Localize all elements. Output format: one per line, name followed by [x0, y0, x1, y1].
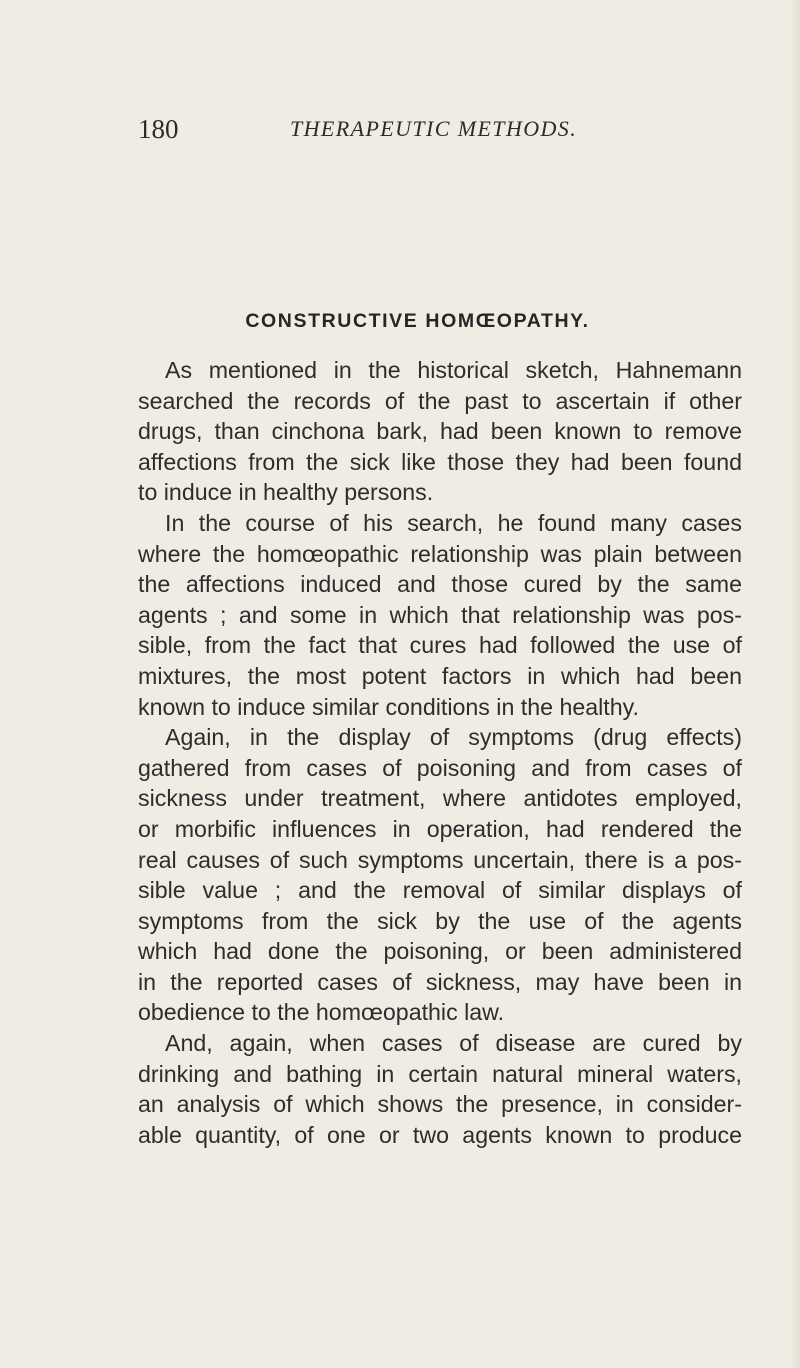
paragraph-1 [138, 355, 742, 508]
body-text [138, 355, 742, 1150]
paragraph-4 [138, 1028, 742, 1150]
text-line: an analysis of which shows the presence, in consider- [138, 1091, 742, 1118]
running-title: THERAPEUTIC METHODS. [290, 116, 578, 141]
text-line: known to induce similar conditions in the healthy. [138, 693, 639, 720]
text-line: obedience to the homœopathic law. [138, 999, 505, 1026]
text-line: where the homœopathic relationship was plain between [138, 540, 742, 567]
text-line: mixtures, the most potent factors in which had been [138, 662, 742, 689]
text-line: symptoms from the sick by the use of the agents [138, 907, 742, 934]
text-line: gathered from cases of poisoning and from cases of [138, 754, 742, 781]
text-line: able quantity, of one or two agents known to produce [138, 1121, 742, 1148]
text-line: searched the records of the past to ascertain if other [138, 387, 742, 414]
text-line: drugs, than cinchona bark, had been known to remove [138, 418, 742, 445]
text-line: agents ; and some in which that relationship was pos- [138, 601, 742, 628]
text-line: In the course of his search, he found many cases [165, 509, 742, 536]
text-line: affections from the sick like those they had been found [138, 448, 742, 475]
text-line: sickness under treatment, where antidotes employed, [138, 785, 742, 812]
text-line: real causes of such symptoms uncertain, there is a pos- [138, 846, 742, 873]
text-line: And, again, when cases of disease are cured by [165, 1030, 742, 1057]
text-line: Again, in the display of symptoms (drug effects) [165, 724, 742, 751]
page-edge-shading [790, 0, 800, 1368]
text-line: to induce in healthy persons. [138, 479, 434, 506]
paragraph-3 [138, 722, 742, 1028]
section-heading: CONSTRUCTIVE HOMŒOPATHY. [245, 310, 590, 332]
text-line: drinking and bathing in certain natural mineral waters, [138, 1060, 742, 1087]
running-head [138, 114, 698, 154]
text-line: in the reported cases of sickness, may have been in [138, 968, 742, 995]
text-line: sible value ; and the removal of similar displays of [138, 877, 742, 904]
text-line: As mentioned in the historical sketch, Hahnemann [165, 357, 742, 383]
text-line: the affections induced and those cured by the same [138, 571, 742, 598]
text-line: sible, from the fact that cures had followed the use of [138, 632, 742, 659]
text-line: which had done the poisoning, or been administered [138, 938, 742, 965]
paragraph-2 [138, 508, 742, 722]
page-number: 180 [138, 114, 179, 144]
text-line: or morbific influences in operation, had rendered the [138, 815, 742, 842]
